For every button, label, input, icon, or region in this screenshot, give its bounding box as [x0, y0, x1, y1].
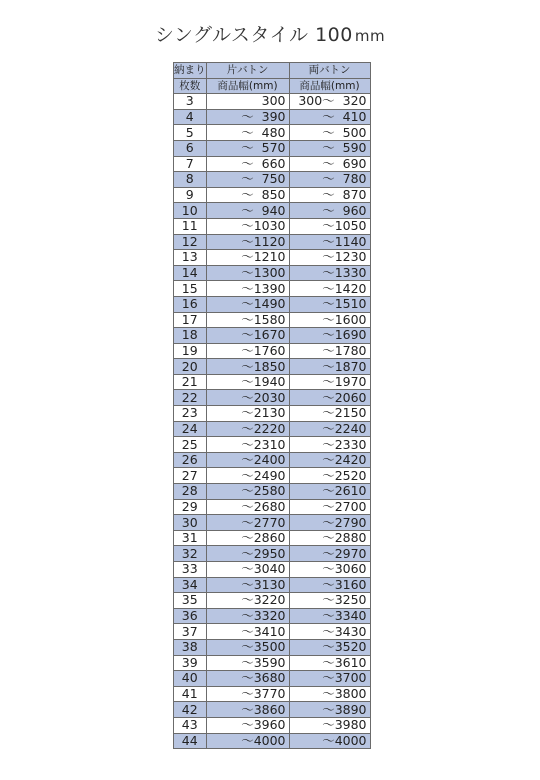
table-row: [174, 265, 371, 281]
single-baton-width-cell: 300: [206, 94, 289, 110]
single-baton-width-cell: 〜3410: [206, 624, 289, 640]
double-baton-width-cell: 〜 410: [289, 109, 370, 125]
table-row: [174, 203, 371, 219]
table-row: [174, 296, 371, 312]
single-baton-width-cell: 〜2490: [206, 468, 289, 484]
double-baton-width-cell: 〜1600: [289, 312, 370, 328]
table-row: [174, 125, 371, 141]
table-row: [174, 421, 371, 437]
single-baton-width-cell: 〜3130: [206, 577, 289, 593]
panel-count-cell: 39: [174, 655, 207, 671]
table-row: [174, 484, 371, 500]
panel-count-cell: 15: [174, 281, 207, 297]
table-row: [174, 281, 371, 297]
table-row: [174, 468, 371, 484]
table-body: [174, 94, 371, 749]
table-row: [174, 624, 371, 640]
table-row: [174, 140, 371, 156]
panel-count-cell: 33: [174, 562, 207, 578]
panel-count-cell: 22: [174, 390, 207, 406]
panel-count-cell: 7: [174, 156, 207, 172]
header-double-baton: 両バトン: [289, 63, 370, 79]
panel-count-cell: 42: [174, 702, 207, 718]
table-row: [174, 172, 371, 188]
double-baton-width-cell: 〜2520: [289, 468, 370, 484]
double-baton-width-cell: 〜2150: [289, 406, 370, 422]
double-baton-width-cell: 〜3340: [289, 608, 370, 624]
double-baton-width-cell: 〜1510: [289, 296, 370, 312]
table-row: [174, 655, 371, 671]
panel-count-cell: 37: [174, 624, 207, 640]
table-row: [174, 250, 371, 266]
single-baton-width-cell: 〜3040: [206, 562, 289, 578]
double-baton-width-cell: 〜1140: [289, 234, 370, 250]
double-baton-width-cell: 〜3800: [289, 686, 370, 702]
panel-count-cell: 8: [174, 172, 207, 188]
double-baton-width-cell: 〜2420: [289, 452, 370, 468]
panel-count-cell: 21: [174, 374, 207, 390]
panel-count-cell: 27: [174, 468, 207, 484]
panel-count-cell: 31: [174, 530, 207, 546]
page-title: [0, 20, 540, 47]
panel-count-cell: 14: [174, 265, 207, 281]
header-panel-count: 枚数: [174, 78, 207, 94]
header-single-baton: 片バトン: [206, 63, 289, 79]
single-baton-width-cell: 〜 390: [206, 109, 289, 125]
double-baton-width-cell: 〜2700: [289, 499, 370, 515]
double-baton-width-cell: 〜3160: [289, 577, 370, 593]
single-baton-width-cell: 〜1670: [206, 328, 289, 344]
double-baton-width-cell: 〜1330: [289, 265, 370, 281]
table-row: [174, 702, 371, 718]
table-row: [174, 671, 371, 687]
table-row: [174, 390, 371, 406]
double-baton-width-cell: 〜2240: [289, 421, 370, 437]
title-text: シングルスタイル 100: [154, 24, 353, 46]
header-single-width: 商品幅(mm): [206, 78, 289, 94]
single-baton-width-cell: 〜2030: [206, 390, 289, 406]
panel-count-cell: 16: [174, 296, 207, 312]
panel-count-cell: 41: [174, 686, 207, 702]
single-baton-width-cell: 〜3320: [206, 608, 289, 624]
table-row: [174, 359, 371, 375]
panel-count-cell: 9: [174, 187, 207, 203]
single-baton-width-cell: 〜3590: [206, 655, 289, 671]
double-baton-width-cell: 〜3890: [289, 702, 370, 718]
double-baton-width-cell: 〜3430: [289, 624, 370, 640]
single-baton-width-cell: 〜 850: [206, 187, 289, 203]
single-baton-width-cell: 〜 480: [206, 125, 289, 141]
panel-count-cell: 40: [174, 671, 207, 687]
single-baton-width-cell: 〜 940: [206, 203, 289, 219]
single-baton-width-cell: 〜2580: [206, 484, 289, 500]
panel-count-cell: 13: [174, 250, 207, 266]
table-row: [174, 328, 371, 344]
panel-count-cell: 10: [174, 203, 207, 219]
table-row: [174, 562, 371, 578]
single-baton-width-cell: 〜2130: [206, 406, 289, 422]
double-baton-width-cell: 300〜 320: [289, 94, 370, 110]
panel-count-cell: 12: [174, 234, 207, 250]
double-baton-width-cell: 〜1420: [289, 281, 370, 297]
panel-count-cell: 18: [174, 328, 207, 344]
table-row: [174, 218, 371, 234]
single-baton-width-cell: 〜2860: [206, 530, 289, 546]
double-baton-width-cell: 〜2610: [289, 484, 370, 500]
panel-count-cell: 34: [174, 577, 207, 593]
double-baton-width-cell: 〜3250: [289, 593, 370, 609]
single-baton-width-cell: 〜 750: [206, 172, 289, 188]
table-row: [174, 452, 371, 468]
panel-count-cell: 35: [174, 593, 207, 609]
single-baton-width-cell: 〜1210: [206, 250, 289, 266]
single-baton-width-cell: 〜2310: [206, 437, 289, 453]
table-row: [174, 608, 371, 624]
table-row: [174, 546, 371, 562]
single-baton-width-cell: 〜3500: [206, 639, 289, 655]
table-row: [174, 94, 371, 110]
panel-count-cell: 3: [174, 94, 207, 110]
single-baton-width-cell: 〜1300: [206, 265, 289, 281]
table-row: [174, 187, 371, 203]
panel-count-cell: 25: [174, 437, 207, 453]
table-row: [174, 686, 371, 702]
table-row: [174, 406, 371, 422]
double-baton-width-cell: 〜 500: [289, 125, 370, 141]
double-baton-width-cell: 〜1970: [289, 374, 370, 390]
double-baton-width-cell: 〜1050: [289, 218, 370, 234]
table-row: [174, 374, 371, 390]
double-baton-width-cell: 〜 780: [289, 172, 370, 188]
single-baton-width-cell: 〜 660: [206, 156, 289, 172]
single-baton-width-cell: 〜2220: [206, 421, 289, 437]
double-baton-width-cell: 〜3700: [289, 671, 370, 687]
panel-count-cell: 5: [174, 125, 207, 141]
single-baton-width-cell: 〜 570: [206, 140, 289, 156]
table-row: [174, 156, 371, 172]
double-baton-width-cell: 〜3520: [289, 639, 370, 655]
panel-count-cell: 19: [174, 343, 207, 359]
table-row: [174, 639, 371, 655]
panel-count-cell: 44: [174, 733, 207, 749]
double-baton-width-cell: 〜4000: [289, 733, 370, 749]
table-row: [174, 234, 371, 250]
panel-count-cell: 43: [174, 717, 207, 733]
single-baton-width-cell: 〜2680: [206, 499, 289, 515]
double-baton-width-cell: 〜2880: [289, 530, 370, 546]
header-row-2: [174, 78, 371, 94]
double-baton-width-cell: 〜 690: [289, 156, 370, 172]
panel-count-cell: 32: [174, 546, 207, 562]
double-baton-width-cell: 〜3980: [289, 717, 370, 733]
double-baton-width-cell: 〜3060: [289, 562, 370, 578]
width-table: [173, 62, 371, 749]
double-baton-width-cell: 〜1230: [289, 250, 370, 266]
double-baton-width-cell: 〜2330: [289, 437, 370, 453]
single-baton-width-cell: 〜1760: [206, 343, 289, 359]
table-row: [174, 515, 371, 531]
single-baton-width-cell: 〜4000: [206, 733, 289, 749]
single-baton-width-cell: 〜3770: [206, 686, 289, 702]
double-baton-width-cell: 〜 960: [289, 203, 370, 219]
header-fit: 納まり: [174, 64, 206, 77]
panel-count-cell: 26: [174, 452, 207, 468]
panel-count-cell: 11: [174, 218, 207, 234]
single-baton-width-cell: 〜1580: [206, 312, 289, 328]
panel-count-cell: 38: [174, 639, 207, 655]
table-row: [174, 499, 371, 515]
double-baton-width-cell: 〜1870: [289, 359, 370, 375]
title-unit: mm: [354, 27, 386, 45]
panel-count-cell: 29: [174, 499, 207, 515]
single-baton-width-cell: 〜1120: [206, 234, 289, 250]
table-row: [174, 109, 371, 125]
table-row: [174, 733, 371, 749]
panel-count-cell: 17: [174, 312, 207, 328]
header-double-width: 商品幅(mm): [289, 78, 370, 94]
table-row: [174, 530, 371, 546]
double-baton-width-cell: 〜3610: [289, 655, 370, 671]
double-baton-width-cell: 〜 870: [289, 187, 370, 203]
table-row: [174, 717, 371, 733]
single-baton-width-cell: 〜3680: [206, 671, 289, 687]
header-row-1: [174, 63, 371, 79]
single-baton-width-cell: 〜3860: [206, 702, 289, 718]
table-row: [174, 593, 371, 609]
panel-count-cell: 24: [174, 421, 207, 437]
single-baton-width-cell: 〜1490: [206, 296, 289, 312]
panel-count-cell: 30: [174, 515, 207, 531]
single-baton-width-cell: 〜2400: [206, 452, 289, 468]
single-baton-width-cell: 〜1030: [206, 218, 289, 234]
double-baton-width-cell: 〜2790: [289, 515, 370, 531]
panel-count-cell: 6: [174, 140, 207, 156]
double-baton-width-cell: 〜2970: [289, 546, 370, 562]
single-baton-width-cell: 〜1390: [206, 281, 289, 297]
single-baton-width-cell: 〜3220: [206, 593, 289, 609]
single-baton-width-cell: 〜1940: [206, 374, 289, 390]
panel-count-cell: 28: [174, 484, 207, 500]
double-baton-width-cell: 〜1690: [289, 328, 370, 344]
single-baton-width-cell: 〜2950: [206, 546, 289, 562]
single-baton-width-cell: 〜3960: [206, 717, 289, 733]
double-baton-width-cell: 〜1780: [289, 343, 370, 359]
table-row: [174, 343, 371, 359]
single-baton-width-cell: 〜2770: [206, 515, 289, 531]
panel-count-cell: 20: [174, 359, 207, 375]
table-row: [174, 577, 371, 593]
table-row: [174, 437, 371, 453]
table-header: [174, 63, 371, 94]
panel-count-cell: 4: [174, 109, 207, 125]
panel-count-cell: 23: [174, 406, 207, 422]
panel-count-cell: 36: [174, 608, 207, 624]
table-row: [174, 312, 371, 328]
single-baton-width-cell: 〜1850: [206, 359, 289, 375]
double-baton-width-cell: 〜 590: [289, 140, 370, 156]
double-baton-width-cell: 〜2060: [289, 390, 370, 406]
